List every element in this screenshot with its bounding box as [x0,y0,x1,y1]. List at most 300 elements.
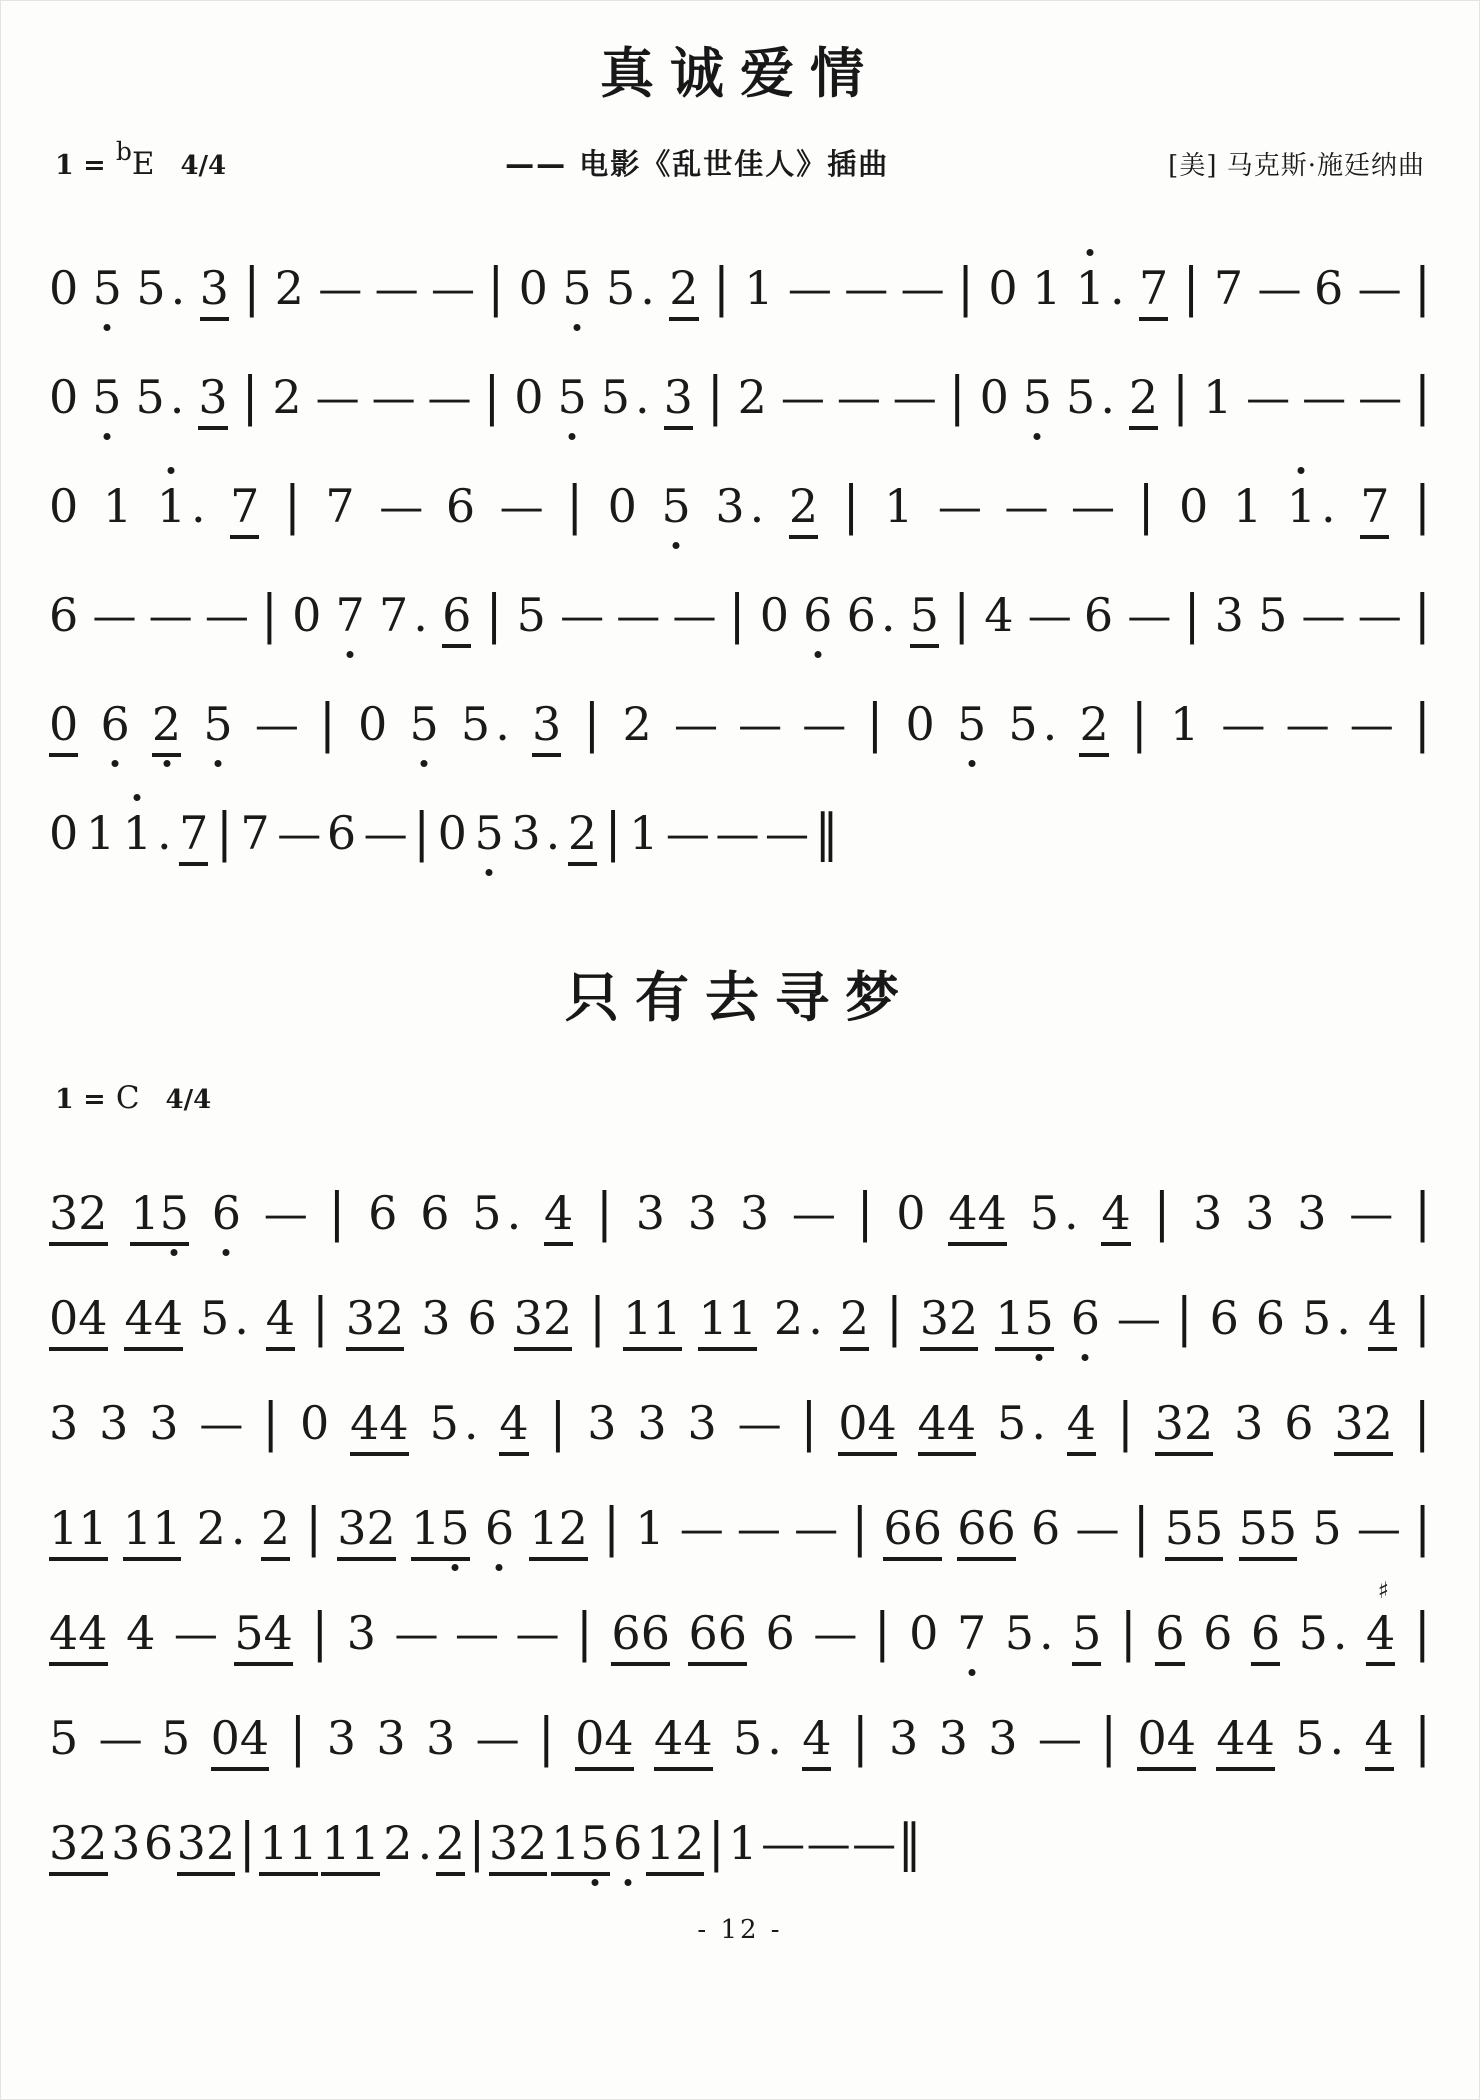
note-digit: 3 [1154,1396,1184,1450]
beamed-notes [266,1291,295,1351]
notes [49,370,78,424]
note-token [152,697,181,757]
note-token [733,1711,782,1765]
beamed-notes [1137,1711,1196,1771]
note-digit: 3 [421,1291,451,1345]
beamed-notes [337,1501,396,1561]
note-digit: 1 [288,1816,318,1870]
octave-dot-below [171,1249,178,1256]
song-title: 真诚爱情 [600,41,880,105]
duration-dot: . [1321,479,1336,533]
note-token [93,261,122,315]
flat-accidental: b [115,137,132,166]
note-digit: 5 [1066,370,1096,424]
music-line [49,1362,1431,1467]
barline: | [1153,1181,1171,1243]
beamed-notes [49,1186,108,1246]
note-token [100,697,129,751]
notes [485,1501,514,1555]
note-token [130,1186,189,1246]
beamed-notes [698,1291,757,1351]
note-digit: 0 [437,806,467,860]
notes [347,1606,376,1660]
barline: | [583,692,601,754]
duration-dash: — [836,373,879,424]
duration-dot: . [417,1816,433,1870]
barline: | [866,692,884,754]
note-token [984,588,1013,642]
notes [100,697,129,751]
beamed-notes [654,1711,713,1771]
note-token [1079,697,1108,757]
note-digit: 4 [543,1186,574,1240]
notes [1005,1606,1034,1660]
music-notation [49,227,1431,881]
note-token [157,479,206,533]
note-token [489,1816,548,1876]
duration-dash: — [900,264,943,315]
note-digit: 5 [92,374,121,420]
duration-dash: — [315,373,358,424]
octave-dot-below [223,1249,230,1256]
note-digit: 1 [995,1291,1025,1345]
note-digit: 6 [957,1501,987,1555]
note-digit: 3 [587,1396,617,1450]
note-digit: 1 [1031,261,1062,315]
notes [774,1291,803,1345]
duration-dot: . [1031,1396,1046,1450]
note-digit: 6 [368,1186,398,1240]
notes [744,261,773,315]
note-digit: 1 [157,483,186,529]
notes [558,370,587,424]
duration-dash: — [263,1189,306,1240]
notes [1030,1186,1059,1240]
note-token [230,479,259,539]
note-digit: 0 [979,370,1009,424]
note-digit: 0 [514,370,544,424]
key-label: 1 = [55,1084,106,1115]
note-digit: 0 [358,697,388,751]
note-digit: 1 [123,810,152,856]
note-token [383,1816,432,1870]
notes [92,370,121,424]
beamed-notes [49,1291,108,1351]
barline: | [1183,583,1201,645]
music-line [49,445,1431,554]
duration-dash: — [1357,264,1400,315]
barline: | [413,801,431,863]
note-digit: 6 [912,1501,942,1555]
notes [379,588,408,642]
note-digit: 0 [518,261,548,315]
note-digit: 6 [611,1606,641,1660]
note-token [272,370,301,424]
note-digit: 3 [346,1606,377,1660]
note-digit: 2 [366,1501,396,1555]
notes [300,1396,329,1450]
octave-dot-below [814,651,821,658]
barline: | [1413,692,1431,754]
notes [212,1186,241,1240]
note-digit: 2 [78,1816,108,1870]
duration-dash: — [1116,1294,1159,1345]
duration-dash: — [844,264,887,315]
note-token [240,806,269,860]
notes [635,1501,664,1555]
duration-dot: . [808,1291,823,1345]
note-digit: 5 [662,483,691,529]
notes [272,370,301,424]
note-token [409,697,438,751]
note-token [103,479,132,533]
note-digit: 5 [429,1396,459,1450]
notes [200,1291,229,1345]
duration-dot: . [1042,697,1058,751]
note-digit: 3 [199,261,229,315]
duration-dash: — [1037,1714,1080,1765]
notes [984,588,1013,642]
page-number: - 12 - [697,1915,783,1945]
note-token [411,1501,470,1561]
note-digit: 1 [85,806,116,860]
notes [376,1711,405,1765]
note-token [884,479,913,533]
barline: | [1116,1391,1134,1453]
note-token [1312,1501,1341,1555]
note-token [613,1816,642,1870]
note-token [1193,1186,1222,1240]
beamed-notes [568,806,597,866]
octave-dot-below [624,1879,631,1886]
note-token [124,1291,183,1351]
beamed-notes [957,1501,1016,1561]
note-digit: 4 [867,1396,897,1450]
notes [997,1396,1026,1450]
duration-dash: — [394,1609,437,1660]
note-digit: 5 [909,588,940,642]
beamed-notes [611,1606,670,1666]
notes [1066,370,1095,424]
duration-dash: — [499,482,542,533]
duration-dot: . [545,806,561,860]
duration-dash: — [431,264,474,315]
note-digit: 7 [179,806,209,860]
notes [1299,1606,1328,1660]
note-digit: 5 [475,810,504,856]
note-digit: 3 [176,1816,206,1870]
note-token [211,1711,270,1771]
note-digit: 2 [272,370,302,424]
beamed-notes [321,1816,380,1876]
notes [715,479,744,533]
note-digit: 5 [1238,1501,1268,1555]
note-token [1067,1396,1096,1456]
barline: | [241,365,259,427]
note-token [179,806,208,866]
barline: | [566,474,584,536]
barline: | [706,365,724,427]
notes [1084,588,1113,642]
notes [562,261,591,315]
note-token [608,479,637,533]
note-token [426,1711,455,1765]
note-token [760,588,789,642]
note-digit: 5 [606,261,636,315]
barline: | [284,474,301,536]
duration-dash: — [679,1504,722,1555]
barline: | [238,1811,256,1873]
note-digit: 5 [135,370,165,424]
note-digit: 4 [1101,1186,1131,1240]
duration-dash: — [665,809,708,860]
notes [111,1816,140,1870]
note-digit: 7 [325,479,355,533]
notes [1008,697,1037,751]
duration-dash: — [98,1714,141,1765]
note-digit: 2 [375,1291,405,1345]
barline: | [1414,474,1431,536]
note-digit: 4 ♯ [1366,1578,1396,1660]
notes [613,1816,642,1870]
barline: | [1414,365,1431,427]
barline: | [948,365,966,427]
notes [733,1711,762,1765]
barline: | [328,1181,346,1243]
note-digit: 0 [905,697,935,751]
octave-dot-below [1082,1354,1089,1361]
note-token [123,806,172,860]
notes [275,261,304,315]
barline: | [589,1286,607,1348]
barline: | [851,1706,869,1768]
note-digit: 2 [260,1501,290,1555]
note-token [1239,1501,1298,1561]
barline: | [1413,583,1431,645]
notes [126,1606,155,1660]
note-digit: 5 [460,697,491,751]
beamed-notes [910,588,939,648]
note-digit: 3 [376,1711,406,1765]
note-token [948,1186,1007,1246]
note-digit: 6 [420,1186,450,1240]
beamed-notes [1251,1606,1280,1666]
note-digit: 1 [727,1291,757,1345]
note-digit: 3 [635,1186,665,1240]
duration-dash: — [892,373,935,424]
octave-dot-below [112,760,119,767]
note-digit: 6 [613,1820,642,1866]
octave-dot-below [347,651,354,658]
note-digit: 6 [100,701,129,747]
duration-dash: — [1004,482,1047,533]
note-digit: 3 [919,1291,949,1345]
note-digit: 1 [102,479,133,533]
note-token [1256,1291,1285,1345]
barline: | [712,256,730,318]
note-token [1334,1396,1393,1456]
beamed-notes [442,588,471,648]
beamed-notes [1079,697,1108,757]
beamed-notes [130,1186,189,1246]
note-digit: 4 [683,1711,713,1765]
notes [622,697,651,751]
note-digit: 5 [160,1190,189,1236]
note-digit: 7 [240,806,270,860]
barline: | [707,1811,725,1873]
duration-dash: — [371,373,414,424]
note-digit: 6 [1071,1295,1100,1341]
note-token [325,479,354,533]
barline: | [957,256,974,318]
notes [358,697,387,751]
notes [1023,370,1052,424]
note-digit: 1 [1287,483,1316,529]
note-digit: 7 [957,1610,986,1656]
note-digit: 5 [93,265,122,311]
note-digit: 1 [1169,697,1200,751]
note-digit: 6 [1083,588,1114,642]
notes [325,479,354,533]
note-token [49,1501,108,1561]
note-digit: 0 [575,1711,605,1765]
notes [1203,370,1232,424]
octave-dot-below [591,1879,598,1886]
note-digit: 0 [909,1606,939,1660]
duration-dash: — [1075,1504,1118,1555]
note-token [49,1711,78,1765]
duration-dot: . [1063,1186,1079,1240]
notes [957,1606,986,1660]
note-digit: 5 [1164,1501,1195,1555]
note-digit: 5 [49,1711,79,1765]
beamed-notes [49,1606,108,1666]
note-token [551,1816,610,1876]
octave-dot-below [421,760,428,767]
duration-dash: — [813,1609,856,1660]
notes [409,697,438,751]
duration-dot: . [767,1711,782,1765]
octave-dot-below [215,760,222,767]
note-digit: 2 [1079,697,1109,751]
song-subtitle: —— 电影《乱世佳人》插曲 [505,147,890,181]
duration-dash: — [737,1399,780,1450]
duration-dash: — [1356,1504,1399,1555]
barline: | [728,583,746,645]
note-digit: 3 [1297,1186,1327,1240]
note-digit: 2 [152,701,181,747]
barline: | [549,1391,567,1453]
duration-dot: . [230,1501,246,1555]
notes [514,370,543,424]
duration-dash: — [560,591,603,642]
note-token [1214,261,1243,315]
note-digit: 6 [445,479,476,533]
music-line [49,1467,1431,1572]
notes [136,261,165,315]
note-token [532,697,561,757]
beamed-notes [261,1501,290,1561]
note-token [562,261,591,315]
note-digit: 4 [917,1396,947,1450]
note-token [1076,261,1125,315]
note-digit: 0 [607,479,637,533]
note-token [1071,1291,1100,1345]
notes [327,806,356,860]
note-token [472,1186,521,1240]
duration-dot: . [1336,1291,1351,1345]
notes [1297,1186,1326,1240]
note-token [346,1291,405,1351]
duration-dot: . [234,1291,249,1345]
note-token [49,588,78,642]
note-digit: 5 [1312,1501,1342,1555]
notes [426,1711,455,1765]
note-digit: 1 [622,1291,653,1345]
note-token [336,588,365,642]
barline: | [842,474,860,536]
note-digit: 5 [203,701,232,747]
note-digit: 4 [78,1291,108,1345]
notes [1287,479,1316,533]
duration-dash: — [672,591,715,642]
note-digit: 1 [1232,479,1263,533]
duration-dash: — [673,700,716,751]
note-digit: 4 [265,1291,296,1345]
note-digit: 2 [1363,1396,1393,1450]
note-token [200,261,229,321]
notes [728,1816,757,1870]
note-digit: 6 [1203,1606,1233,1660]
note-token [1005,1606,1054,1660]
note-token [646,1816,705,1876]
music-line [49,1782,920,1887]
notes [438,806,467,860]
beamed-notes [1155,1606,1184,1666]
duration-dot: . [1332,1606,1348,1660]
duration-dash: — [1221,700,1264,751]
barline: | [487,256,505,318]
duration-dot: . [1329,1711,1345,1765]
octave-dot-below [103,433,110,440]
beamed-notes [436,1816,465,1876]
barline: | [1100,1706,1118,1768]
note-token [438,806,467,860]
note-token [1245,1186,1274,1240]
duration-dot: . [156,806,172,860]
beamed-notes [1365,1711,1394,1771]
barline: | [1414,1706,1431,1768]
note-token [544,1186,573,1246]
notes [336,588,365,642]
note-digit: 3 [337,1501,367,1555]
beamed-notes [802,1711,831,1771]
notes [1233,479,1262,533]
note-digit: 6 [1255,1291,1286,1345]
note-digit: 2 [518,1816,548,1870]
beamed-notes [529,1501,588,1561]
note-token [1366,1578,1396,1666]
note-digit: 4 [49,1606,79,1660]
composer-credit: [美] 马克斯·施廷纳曲 [1168,151,1425,181]
note-digit: 3 [488,1816,519,1870]
note-token [698,1291,757,1351]
octave-dot-below [968,760,975,767]
duration-dot: . [495,697,510,751]
notes [517,588,546,642]
beamed-notes [1360,479,1389,539]
note-digit: 7 [379,588,409,642]
